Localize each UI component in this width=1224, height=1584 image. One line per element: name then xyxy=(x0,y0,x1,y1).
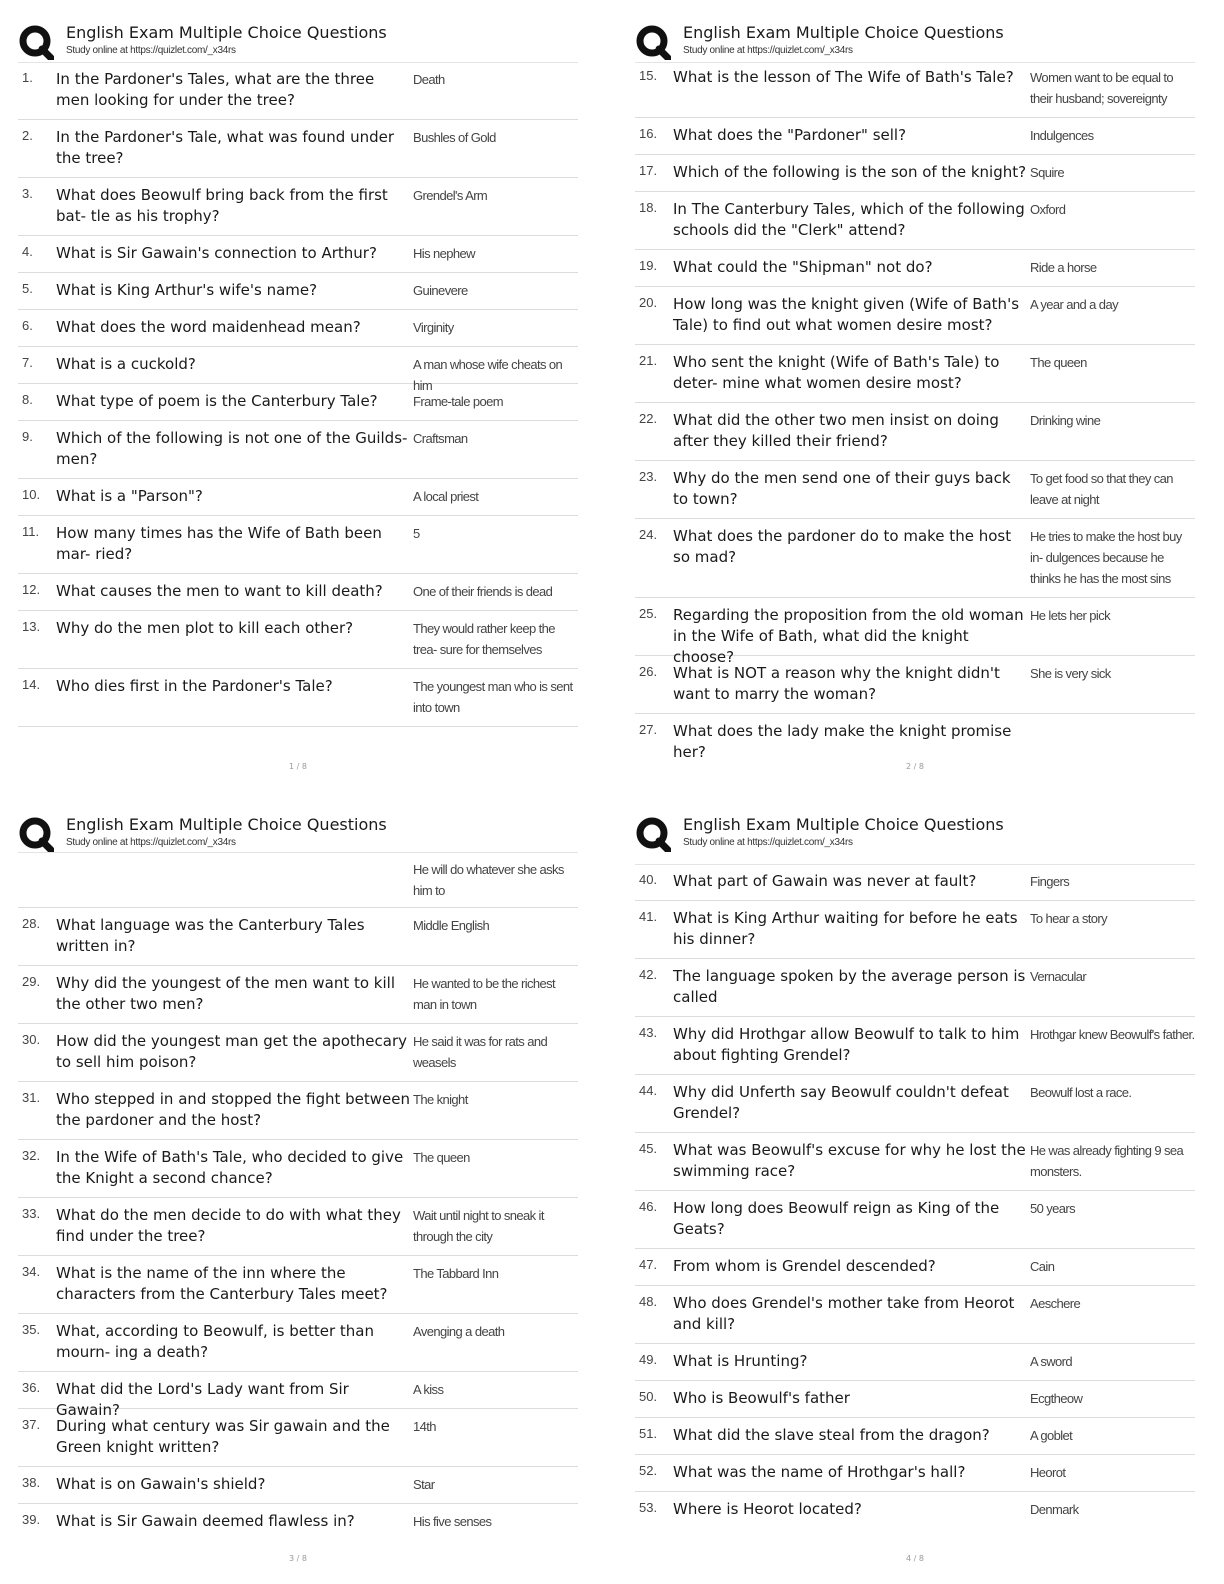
question-row xyxy=(635,118,1195,155)
answer-text: The queen xyxy=(1030,355,1087,370)
question-text: How long was the knight given (Wife of Bath's Tale) to find out what women desire most? xyxy=(673,295,1020,334)
question-row xyxy=(18,908,578,966)
answer-text: The knight xyxy=(413,1092,468,1107)
answer-text: Women want to be equal to their husband; sovereignty xyxy=(1030,70,1174,106)
answer-text: Aeschere xyxy=(1030,1296,1081,1311)
answer-text: His nephew xyxy=(413,246,475,261)
answer-text: He said it was for rats and weasels xyxy=(413,1034,548,1070)
question-text: In The Canterbury Tales, which of the following schools did the "Clerk" attend? xyxy=(673,200,1025,239)
answer-text: Guinevere xyxy=(413,283,468,298)
question-text: Regarding the proposition from the old woman in the Wife of Bath, what did the knight choose? xyxy=(673,606,1024,666)
question-text: How did the youngest man get the apothecary to sell him poison? xyxy=(56,1032,407,1071)
answer-text: Ride a horse xyxy=(1030,260,1097,275)
question-text: What is Hrunting? xyxy=(673,1352,808,1370)
question-number: 46. xyxy=(639,1199,658,1214)
question-text: Who dies first in the Pardoner's Tale? xyxy=(56,677,333,695)
answer-text: Vernacular xyxy=(1030,969,1087,984)
answer-text: Death xyxy=(413,72,445,87)
question-number: 16. xyxy=(639,126,658,141)
question-list xyxy=(635,864,1195,1528)
question-number: 12. xyxy=(22,582,41,597)
question-row xyxy=(18,611,578,669)
question-row xyxy=(18,273,578,310)
quizlet-logo-icon xyxy=(635,816,671,852)
question-number: 2. xyxy=(22,128,33,143)
question-row xyxy=(18,1372,578,1419)
question-text: What causes the men to want to kill death? xyxy=(56,582,383,600)
page-header xyxy=(635,20,1195,60)
question-row xyxy=(635,1418,1195,1455)
question-text: What does the "Pardoner" sell? xyxy=(673,126,907,144)
answer-text: A year and a day xyxy=(1030,297,1118,312)
page-title: English Exam Multiple Choice Questions xyxy=(683,815,1004,834)
question-number: 37. xyxy=(22,1417,41,1432)
question-text: What was Beowulf's excuse for why he lost the swimming race? xyxy=(673,1141,1026,1180)
page-header xyxy=(635,812,1195,852)
page-subtitle[interactable]: Study online at https://quizlet.com/_x34rs xyxy=(683,837,853,848)
question-text: Who does Grendel's mother take from Heorot and kill? xyxy=(673,1294,1015,1333)
question-number: 34. xyxy=(22,1264,41,1279)
answer-text: They would rather keep the trea- sure for themselves xyxy=(413,621,555,657)
page-subtitle[interactable]: Study online at https://quizlet.com/_x34rs xyxy=(683,45,853,56)
question-number: 44. xyxy=(639,1083,658,1098)
question-row xyxy=(18,1314,578,1372)
question-row xyxy=(18,574,578,611)
question-text: What did the other two men insist on doing after they killed their friend? xyxy=(673,411,999,450)
question-text: What is NOT a reason why the knight didn't want to marry the woman? xyxy=(673,664,1000,703)
question-number: 6. xyxy=(22,318,33,333)
question-row xyxy=(635,287,1195,345)
page-number: 4 / 8 xyxy=(906,1554,924,1563)
answer-text: One of their friends is dead xyxy=(413,584,553,599)
question-number: 28. xyxy=(22,916,41,931)
question-text: What does the lady make the knight promise her? xyxy=(673,722,1012,761)
question-row xyxy=(18,1140,578,1198)
answer-text: A sword xyxy=(1030,1354,1073,1369)
question-text: What, according to Beowulf, is better than mourn- ing a death? xyxy=(56,1322,374,1361)
question-number: 20. xyxy=(639,295,658,310)
quizlet-logo-icon xyxy=(18,816,54,852)
question-number: 35. xyxy=(22,1322,41,1337)
page-title: English Exam Multiple Choice Questions xyxy=(66,23,387,42)
question-number: 42. xyxy=(639,967,658,982)
question-text: What do the men decide to do with what they find under the tree? xyxy=(56,1206,401,1245)
question-text: Which of the following is the son of the knight? xyxy=(673,163,1027,181)
answer-text: He tries to make the host buy in- dulgences because he thinks he has the most sins xyxy=(1030,529,1182,586)
question-row xyxy=(635,1191,1195,1249)
question-row xyxy=(635,345,1195,403)
question-number: 24. xyxy=(639,527,658,542)
answer-text: His five senses xyxy=(413,1514,492,1529)
answer-text: To hear a story xyxy=(1030,911,1107,926)
answer-text: He wanted to be the richest man in town xyxy=(413,976,556,1012)
question-text: What is King Arthur waiting for before he eats his dinner? xyxy=(673,909,1018,948)
question-number: 11. xyxy=(22,524,40,539)
question-number: 33. xyxy=(22,1206,41,1221)
question-row xyxy=(18,1504,578,1540)
question-list xyxy=(18,852,578,1540)
question-row xyxy=(635,1492,1195,1528)
question-text: What could the "Shipman" not do? xyxy=(673,258,933,276)
answer-text: Wait until night to sneak it through the city xyxy=(413,1208,544,1244)
question-number: 43. xyxy=(639,1025,658,1040)
question-row xyxy=(635,461,1195,519)
question-text: From whom is Grendel descended? xyxy=(673,1257,936,1275)
question-row xyxy=(635,1133,1195,1191)
question-row xyxy=(635,250,1195,287)
page-number: 1 / 8 xyxy=(289,762,307,771)
answer-text: Hrothgar knew Beowulf's father. xyxy=(1030,1027,1195,1042)
question-text: Why did the youngest of the men want to kill the other two men? xyxy=(56,974,395,1013)
answer-text: She is very sick xyxy=(1030,666,1111,681)
question-row xyxy=(635,1286,1195,1344)
question-number: 8. xyxy=(22,392,33,407)
question-text: In the Wife of Bath's Tale, who decided to give the Knight a second chance? xyxy=(56,1148,404,1187)
question-text: What is Sir Gawain's connection to Arthur? xyxy=(56,244,377,262)
answer-text: A local priest xyxy=(413,489,479,504)
question-row xyxy=(635,714,1195,761)
answer-text: The queen xyxy=(413,1150,470,1165)
question-text: What language was the Canterbury Tales written in? xyxy=(56,916,365,955)
answer-text: To get food so that they can leave at night xyxy=(1030,471,1173,507)
page-number: 3 / 8 xyxy=(289,1554,307,1563)
question-number: 40. xyxy=(639,872,658,887)
answer-text: Avenging a death xyxy=(413,1324,505,1339)
question-number: 19. xyxy=(639,258,658,273)
question-row xyxy=(18,62,578,120)
question-text: What type of poem is the Canterbury Tale? xyxy=(56,392,378,410)
question-number: 50. xyxy=(639,1389,658,1404)
question-number: 15. xyxy=(639,68,658,83)
page-1 xyxy=(18,20,578,780)
answer-text: Heorot xyxy=(1030,1465,1066,1480)
question-row xyxy=(18,1024,578,1082)
question-number: 13. xyxy=(22,619,41,634)
question-number: 53. xyxy=(639,1500,658,1515)
question-number: 31. xyxy=(22,1090,41,1105)
question-row xyxy=(18,120,578,178)
answer-text: The Tabbard Inn xyxy=(413,1266,499,1281)
question-number: 26. xyxy=(639,664,658,679)
answer-text: Oxford xyxy=(1030,202,1066,217)
question-row xyxy=(18,516,578,574)
answer-text: Denmark xyxy=(1030,1502,1079,1517)
page-subtitle[interactable]: Study online at https://quizlet.com/_x34rs xyxy=(66,45,236,56)
answer-text: Beowulf lost a race. xyxy=(1030,1085,1132,1100)
answer-text: A man whose wife cheats on him xyxy=(413,357,563,393)
question-number: 25. xyxy=(639,606,658,621)
page-subtitle[interactable]: Study online at https://quizlet.com/_x34rs xyxy=(66,837,236,848)
page-header xyxy=(18,812,578,852)
question-row xyxy=(635,656,1195,714)
question-row xyxy=(635,598,1195,666)
question-text: What is the name of the inn where the characters from the Canterbury Tales meet? xyxy=(56,1264,388,1303)
answer-text: Middle English xyxy=(413,918,490,933)
answer-text: A kiss xyxy=(413,1382,444,1397)
question-number: 45. xyxy=(639,1141,658,1156)
answer-text: Bushles of Gold xyxy=(413,130,496,145)
question-text: What does Beowulf bring back from the first bat- tle as his trophy? xyxy=(56,186,388,225)
question-number: 27. xyxy=(639,722,658,737)
question-number: 21. xyxy=(639,353,658,368)
question-number: 52. xyxy=(639,1463,658,1478)
question-row xyxy=(635,1455,1195,1492)
answer-text: Cain xyxy=(1030,1259,1055,1274)
question-number: 29. xyxy=(22,974,41,989)
question-row xyxy=(635,1017,1195,1075)
question-number: 7. xyxy=(22,355,33,370)
answer-text: Fingers xyxy=(1030,874,1070,889)
question-row xyxy=(635,403,1195,461)
question-number: 1. xyxy=(22,70,33,85)
question-text: Who stepped in and stopped the fight between the pardoner and the host? xyxy=(56,1090,411,1129)
question-number: 14. xyxy=(22,677,41,692)
question-list xyxy=(18,62,578,727)
quizlet-logo-icon xyxy=(18,24,54,60)
question-text: During what century was Sir gawain and the Green knight written? xyxy=(56,1417,390,1456)
question-row xyxy=(635,192,1195,250)
page-number: 2 / 8 xyxy=(906,762,924,771)
answer-text: Indulgences xyxy=(1030,128,1094,143)
question-number: 39. xyxy=(22,1512,41,1527)
question-number: 49. xyxy=(639,1352,658,1367)
question-text: What did the Lord's Lady want from Sir Gawain? xyxy=(56,1380,349,1419)
answer-text: 14th xyxy=(413,1419,436,1434)
question-number: 4. xyxy=(22,244,33,259)
question-row xyxy=(18,421,578,479)
question-row xyxy=(635,1249,1195,1286)
question-number: 5. xyxy=(22,281,33,296)
question-row xyxy=(18,1198,578,1256)
question-text: What part of Gawain was never at fault? xyxy=(673,872,977,890)
question-number: 38. xyxy=(22,1475,41,1490)
question-number: 10. xyxy=(22,487,41,502)
question-text: How many times has the Wife of Bath been mar- ried? xyxy=(56,524,382,563)
answer-text: Craftsman xyxy=(413,431,468,446)
question-text: What was the name of Hrothgar's hall? xyxy=(673,1463,966,1481)
page-3 xyxy=(18,812,578,1572)
question-number: 36. xyxy=(22,1380,41,1395)
answer-text: Virginity xyxy=(413,320,454,335)
page-header xyxy=(18,20,578,60)
quizlet-logo-icon xyxy=(635,24,671,60)
question-number: 32. xyxy=(22,1148,41,1163)
question-number: 30. xyxy=(22,1032,41,1047)
question-row xyxy=(635,901,1195,959)
question-text: The language spoken by the average person is called xyxy=(673,967,1026,1006)
page-2 xyxy=(635,20,1195,780)
question-row xyxy=(18,236,578,273)
question-row xyxy=(18,310,578,347)
question-text: What is the lesson of The Wife of Bath's Tale? xyxy=(673,68,1014,86)
question-text: Why do the men send one of their guys back to town? xyxy=(673,469,1011,508)
question-number: 51. xyxy=(639,1426,658,1441)
question-text: Which of the following is not one of the Guilds- men? xyxy=(56,429,408,468)
question-text: What is Sir Gawain deemed flawless in? xyxy=(56,1512,355,1530)
question-row xyxy=(18,178,578,236)
answer-text: The youngest man who is sent into town xyxy=(413,679,573,715)
question-row xyxy=(18,1409,578,1467)
answer-text: Grendel's Arm xyxy=(413,188,488,203)
question-row xyxy=(635,959,1195,1017)
question-text: How long does Beowulf reign as King of the Geats? xyxy=(673,1199,1000,1238)
question-text: What is King Arthur's wife's name? xyxy=(56,281,318,299)
question-number: 3. xyxy=(22,186,33,201)
answer-text: Frame-tale poem xyxy=(413,394,503,409)
page-title: English Exam Multiple Choice Questions xyxy=(66,815,387,834)
question-row xyxy=(635,1381,1195,1418)
question-row xyxy=(18,966,578,1024)
question-text: In the Pardoner's Tale, what was found under the tree? xyxy=(56,128,395,167)
question-text: Who is Beowulf's father xyxy=(673,1389,850,1407)
answer-text: A goblet xyxy=(1030,1428,1073,1443)
answer-text: Drinking wine xyxy=(1030,413,1101,428)
question-row xyxy=(635,864,1195,901)
answer-text: He was already fighting 9 sea monsters. xyxy=(1030,1143,1184,1179)
question-text: In the Pardoner's Tales, what are the three men looking for under the tree? xyxy=(56,70,375,109)
question-number: 17. xyxy=(639,163,658,178)
question-row xyxy=(18,1256,578,1314)
question-text: Why did Unferth say Beowulf couldn't defeat Grendel? xyxy=(673,1083,1009,1122)
question-text: Why did Hrothgar allow Beowulf to talk to him about fighting Grendel? xyxy=(673,1025,1020,1064)
question-list xyxy=(635,60,1195,761)
question-number: 9. xyxy=(22,429,33,444)
question-number: 18. xyxy=(639,200,658,215)
question-text: What does the pardoner do to make the host so mad? xyxy=(673,527,1012,566)
answer-text: 50 years xyxy=(1030,1201,1076,1216)
question-row xyxy=(18,347,578,393)
question-row xyxy=(635,1075,1195,1133)
question-row xyxy=(635,60,1195,118)
question-row xyxy=(18,1467,578,1504)
question-text: What did the slave steal from the dragon? xyxy=(673,1426,990,1444)
question-text: Who sent the knight (Wife of Bath's Tale) to deter- mine what women desire most? xyxy=(673,353,1000,392)
answer-text: Star xyxy=(413,1477,435,1492)
question-number: 23. xyxy=(639,469,658,484)
question-text: What is on Gawain's shield? xyxy=(56,1475,266,1493)
page-title: English Exam Multiple Choice Questions xyxy=(683,23,1004,42)
question-number: 47. xyxy=(639,1257,658,1272)
question-text: Where is Heorot located? xyxy=(673,1500,862,1518)
answer-text: Squire xyxy=(1030,165,1064,180)
page-4 xyxy=(635,812,1195,1572)
question-text: Why do the men plot to kill each other? xyxy=(56,619,354,637)
answer-text: He will do whatever she asks him to xyxy=(413,862,564,898)
question-text: What is a "Parson"? xyxy=(56,487,203,505)
question-row xyxy=(18,852,578,908)
question-text: What is a cuckold? xyxy=(56,355,196,373)
answer-text: He lets her pick xyxy=(1030,608,1110,623)
answer-text: Ecgtheow xyxy=(1030,1391,1083,1406)
question-row xyxy=(635,155,1195,192)
question-row xyxy=(18,479,578,516)
question-row xyxy=(18,384,578,421)
question-row xyxy=(635,519,1195,598)
question-number: 48. xyxy=(639,1294,658,1309)
question-text: What does the word maidenhead mean? xyxy=(56,318,361,336)
answer-text: 5 xyxy=(413,526,420,541)
question-row xyxy=(635,1344,1195,1381)
question-number: 22. xyxy=(639,411,658,426)
question-row xyxy=(18,1082,578,1140)
question-number: 41. xyxy=(639,909,658,924)
question-row xyxy=(18,669,578,727)
